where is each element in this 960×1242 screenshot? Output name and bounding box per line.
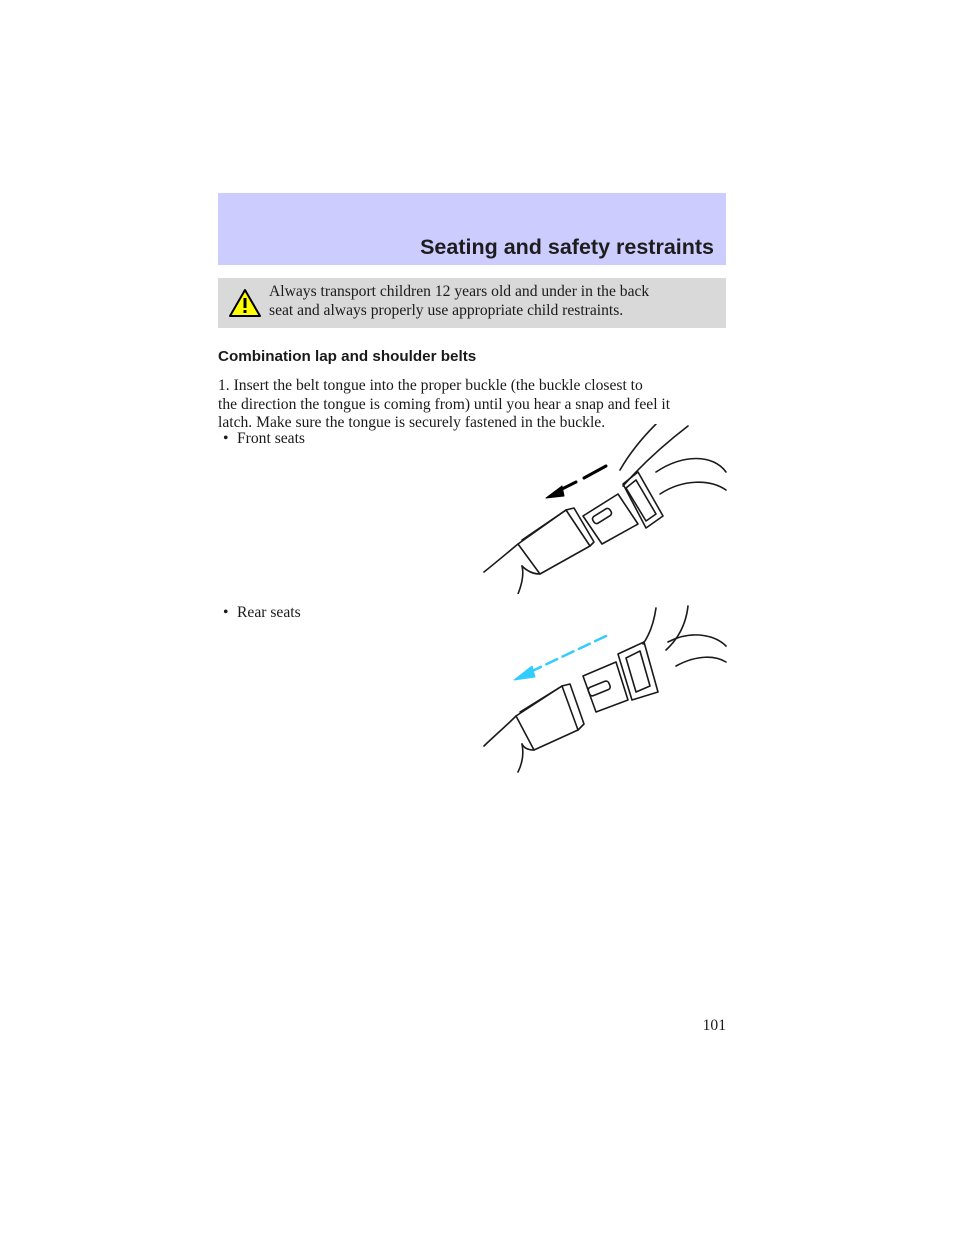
bullet-label: Rear seats xyxy=(237,604,301,621)
warning-line: seat and always properly use appropriate child restraints. xyxy=(269,301,624,319)
warning-line: Always transport children 12 years old and under in the back xyxy=(269,283,650,300)
section-heading: Combination lap and shoulder belts xyxy=(218,348,477,365)
page-number: 101 xyxy=(702,1017,726,1034)
front-seat-buckle-illustration xyxy=(478,424,728,594)
rear-seat-buckle-illustration xyxy=(478,604,728,774)
warning-triangle-icon xyxy=(228,288,262,318)
insert-direction-arrow xyxy=(546,466,606,498)
section-title: Seating and safety restraints xyxy=(420,235,714,259)
section-header-band xyxy=(218,193,726,265)
step-line: latch. Make sure the tongue is securely fastened in the buckle. xyxy=(218,414,606,432)
step-line: the direction the tongue is coming from) until you hear a snap and feel it xyxy=(218,395,671,413)
step-line: 1. Insert the belt tongue into the proper buckle (the buckle closest to xyxy=(218,377,643,394)
bullet-item-rear-seats xyxy=(223,604,301,622)
bullet-item-front-seats xyxy=(223,430,305,448)
warning-box xyxy=(218,278,726,328)
warning-text xyxy=(269,283,719,320)
bullet-dot: • xyxy=(223,604,229,621)
bullet-dot: • xyxy=(223,430,229,447)
bullet-label: Front seats xyxy=(237,430,306,447)
insert-direction-arrow xyxy=(514,636,606,680)
